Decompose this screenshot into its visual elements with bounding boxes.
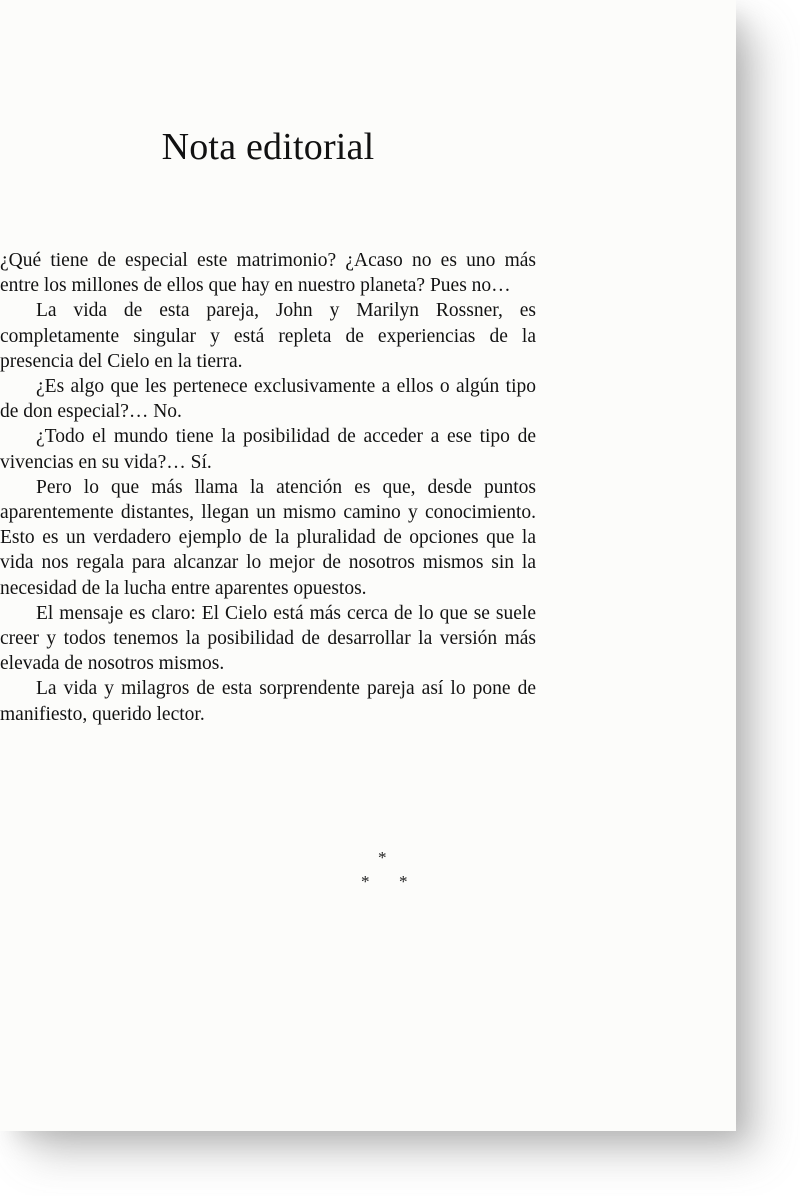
- asterisk-icon: *: [361, 872, 370, 891]
- page-title: Nota editorial: [161, 126, 375, 168]
- paragraph: ¿Qué tiene de especial este matrimonio? ¿Acaso no es uno más entre los millones de ellos que hay en nuestro planeta? Pues no…: [0, 250, 536, 297]
- section-ornament: [118, 845, 654, 901]
- paragraph: ¿Es algo que les pertenece exclusivamente a ellos o algún tipo de don especial?… No.: [0, 376, 536, 423]
- paragraph: Pero lo que más llama la atención es que, desde puntos aparentemente distantes, llegan un mismo camino y conocimiento. Esto es un verdadero ejemplo de la pluralidad de opciones que la vida nos regala para alcanzar lo mejor de nosotros mismos sin la necesidad de la lucha entre aparentes opuestos.: [0, 476, 536, 599]
- body-text-block: [0, 248, 536, 727]
- paragraph: El mensaje es claro: El Cielo está más cerca de lo que se suele creer y todos tenemos la posibilidad de desarrollar la versión más elevada de nosotros mismos.: [0, 602, 536, 675]
- asterisk-icon: *: [399, 872, 408, 891]
- asterisk-icon: *: [378, 848, 387, 867]
- paragraph: La vida de esta pareja, John y Marilyn Rossner, es completamente singular y está repleta de experiencias de la presencia del Cielo en la tierra.: [0, 300, 536, 372]
- paragraph: La vida y milagros de esta sorprendente pareja así lo pone de manifiesto, querido lector.: [0, 678, 536, 725]
- paragraph: ¿Todo el mundo tiene la posibilidad de acceder a ese tipo de vivencias en su vida?… Sí.: [0, 426, 536, 473]
